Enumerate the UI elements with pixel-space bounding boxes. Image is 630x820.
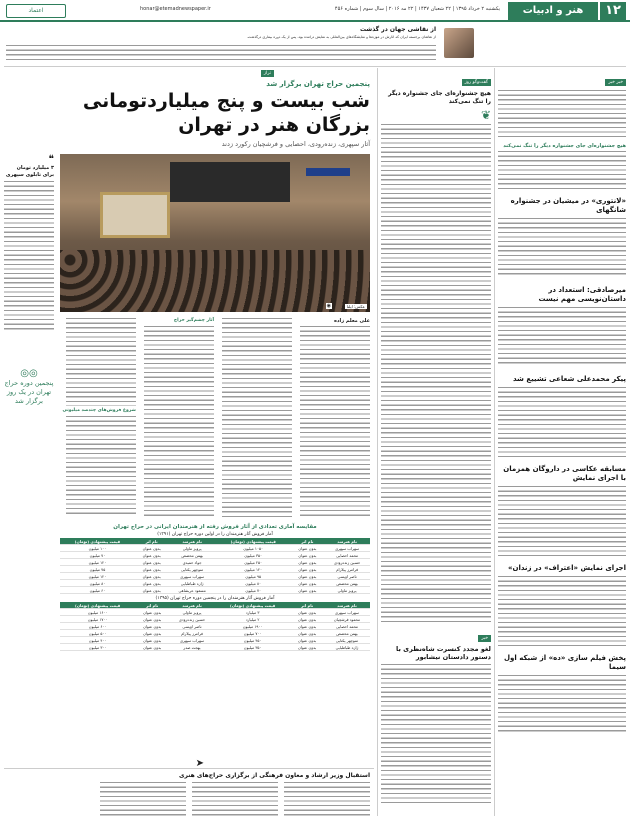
- table-row: [60, 580, 370, 587]
- table-cell: بدون عنوان: [291, 573, 325, 580]
- right-teaser-lines: [498, 151, 626, 191]
- table-cell: بدون عنوان: [135, 609, 169, 616]
- table-cell: ۴۵۰ میلیون: [215, 637, 290, 644]
- table-cell: ۲ میلیارد: [215, 616, 290, 623]
- interview-title: هیچ جشنواره‌ای جای جشنواره دیگر را تنگ نمی‌کند: [388, 90, 491, 105]
- th-artist: نام هنرمند: [169, 602, 215, 609]
- th-price: قیمت پیشنهادی (تومان): [216, 538, 291, 545]
- table-cell: ۱۹۰۰ میلیون: [215, 623, 290, 630]
- table-cell: ۱۲۰ میلیون: [216, 566, 291, 573]
- table-cell: بدون عنوان: [135, 573, 169, 580]
- main-kicker: تراز: [261, 70, 274, 77]
- table-row: [60, 623, 370, 630]
- auction-photo: [60, 154, 370, 312]
- table-cell: بدون عنوان: [291, 552, 325, 559]
- table-cell: ۶۰۰ میلیون: [60, 623, 135, 630]
- table-cell: بدون عنوان: [290, 644, 324, 651]
- main-subtitle: پنجمین حراج تهران برگزار شد: [266, 80, 370, 88]
- pull-quote-block: [4, 368, 54, 498]
- table-cell: بدون عنوان: [135, 616, 169, 623]
- table-cell: محمود فرشچیان: [324, 616, 370, 623]
- table-cell: ۳ میلیارد: [215, 609, 290, 616]
- top-note: [6, 26, 436, 64]
- table-cell: سهراب سپهری: [324, 609, 370, 616]
- bottom-title: استقبال وزیر ارشاد و معاون فرهنگی از برگزاری حراج‌های هنری: [178, 772, 370, 779]
- right-body-5: [498, 576, 626, 646]
- table-cell: بدون عنوان: [135, 580, 169, 587]
- table-cell: ۷۰۰ میلیون: [215, 630, 290, 637]
- camera-icon: ◉: [326, 303, 331, 309]
- interview-body: [381, 124, 491, 624]
- stats-table-block: [60, 524, 370, 651]
- right-body-6: [498, 675, 626, 735]
- right-head-4: مسابقه عکاسی در داروگان همزمان با اجرای نمایش: [503, 465, 626, 482]
- table-cell: ۷۰ میلیون: [216, 587, 291, 594]
- table-cell: مسعود عربشاهی: [168, 587, 215, 594]
- email-link[interactable]: honar@etemadnewspaper.ir: [140, 6, 211, 12]
- top-note-title: از نقاشی جهان در گذشت: [359, 26, 436, 33]
- th-work: نام اثر: [135, 602, 169, 609]
- table-cell: بدون عنوان: [291, 566, 325, 573]
- th-work: نام اثر: [291, 538, 325, 545]
- th-price: قیمت پیشنهادی (تومان): [215, 602, 290, 609]
- news-title: لغو مجدد کنسرت شاه‌نظری با دستور دادستان نیشابور: [396, 645, 491, 661]
- table-cell: پرویز تناولی: [324, 587, 370, 594]
- news-body: [381, 664, 491, 804]
- main-body-col-4b: [66, 416, 136, 516]
- table-cell: ۹۵ میلیون: [216, 573, 291, 580]
- table-cell: بدون عنوان: [290, 616, 324, 623]
- right-head-5: اجرای نمایش «اعتراف» در زندان»: [507, 564, 626, 572]
- table-cell: بدون عنوان: [135, 644, 169, 651]
- table-2016: [60, 602, 370, 651]
- right-head-2: میرصادقی: استعداد در داستان‌نویسی مهم نیست: [538, 286, 626, 303]
- table-cell: جواد حمیدی: [168, 559, 215, 566]
- table-cell: ۸۰ میلیون: [60, 580, 135, 587]
- th-artist: نام هنرمند: [324, 538, 370, 545]
- table-row: [60, 566, 370, 573]
- table-row: [60, 630, 370, 637]
- table1-caption: آمار فروش آثار هنرمندان را در اولین دوره حراج تهران (۱۳۹۱): [157, 532, 273, 537]
- main-story: [4, 68, 374, 816]
- th-work: نام اثر: [290, 602, 324, 609]
- table-cell: منوچهر یکتایی: [324, 637, 370, 644]
- table-cell: ۶۰ میلیون: [60, 587, 135, 594]
- pull-quote: پنجمین دوره حراج تهران در یک روز برگزار شد: [4, 379, 54, 405]
- table-row: [60, 587, 370, 594]
- table-cell: ناصر اویسی: [169, 623, 215, 630]
- main-sidebar: [4, 154, 54, 364]
- page-header: [0, 0, 630, 22]
- th-artist: نام هنرمند: [168, 538, 215, 545]
- table-cell: بدون عنوان: [135, 566, 169, 573]
- table-cell: ۵۰۰ میلیون: [60, 630, 135, 637]
- top-note-body: از نقاشان برجسته ایران که آثارش در موزه‌ها و نمایشگاه‌های بین‌المللی به نمایش درآمده بود، پس از یک دوره بیماری درگذشت.: [246, 35, 436, 39]
- bottom-arrow-icon: ➤: [195, 758, 204, 769]
- right-body-4: [498, 486, 626, 556]
- table2-caption: آمار فروش آثار هنرمندان را در پنجمین دوره حراج تهران (۱۳۹۵): [155, 596, 275, 601]
- table-cell: بدون عنوان: [291, 587, 325, 594]
- photo-credit: عکس: ایلنا: [346, 304, 365, 309]
- main-title-line-1: شب بیست و پنج میلیاردتومانی: [82, 90, 370, 112]
- table-cell: بدون عنوان: [290, 623, 324, 630]
- photo-framed-artwork: [100, 192, 170, 238]
- interview-column: [381, 68, 491, 816]
- table-cell: بدون عنوان: [135, 552, 169, 559]
- table-cell: ژازه طباطبایی: [324, 644, 370, 651]
- th-work: نام اثر: [135, 538, 169, 545]
- sub-b: شروع فروش‌های چندصد میلیونی: [62, 408, 136, 413]
- table-cell: بدون عنوان: [135, 623, 169, 630]
- table-cell: ۱۶۰۰ میلیون: [60, 609, 135, 616]
- table-cell: ۱۰۰ میلیون: [60, 545, 135, 552]
- table-cell: بدون عنوان: [290, 637, 324, 644]
- table-cell: سهراب سپهری: [169, 637, 215, 644]
- quote-icon: ❝: [48, 154, 54, 165]
- table-cell: بدون عنوان: [135, 559, 169, 566]
- table-cell: بدون عنوان: [290, 609, 324, 616]
- table-cell: ۳۰۰ میلیون: [60, 644, 135, 651]
- table-cell: فرامرز پیلارام: [169, 630, 215, 637]
- right-kicker: خبر خبر: [605, 79, 626, 86]
- table-cell: ۱۲۰ میلیون: [60, 573, 135, 580]
- right-column: [498, 68, 626, 816]
- table-cell: ۲۵۰ میلیون: [216, 559, 291, 566]
- pull-quote-icon: ◎◎: [20, 368, 38, 379]
- table-cell: ۱۲۰ میلیون: [60, 559, 135, 566]
- table-cell: بهجت صدر: [169, 644, 215, 651]
- top-divider: [4, 66, 626, 67]
- table-cell: ۳۵۰ میلیون: [215, 644, 290, 651]
- bottom-body-3: [100, 782, 186, 816]
- table-cell: حسین زنده‌رودی: [324, 559, 370, 566]
- sidebar-lines: [4, 181, 54, 331]
- table-2012: [60, 538, 370, 594]
- table-row: [60, 609, 370, 616]
- news-kicker: خبر: [478, 635, 491, 642]
- table-cell: پرویز تناولی: [168, 545, 215, 552]
- table-row: [60, 552, 370, 559]
- section-title: هنر و ادبیات: [508, 2, 598, 20]
- table-cell: بدون عنوان: [291, 580, 325, 587]
- table-cell: محمد احصایی: [324, 623, 370, 630]
- table-cell: بدون عنوان: [290, 630, 324, 637]
- right-head-6: پخش فیلم سازی «ده» از شبکه اول سیما: [503, 654, 626, 671]
- table-row: [60, 637, 370, 644]
- table-cell: بدون عنوان: [135, 545, 169, 552]
- th-artist: نام هنرمند: [324, 602, 370, 609]
- table-row: [60, 545, 370, 552]
- table-cell: ۳۵۰ میلیون: [216, 552, 291, 559]
- right-body-1: [498, 218, 626, 278]
- right-head-1: «لانتوری» در میشیان در جشنواره شانگهای: [510, 197, 626, 214]
- right-body-3: [498, 387, 626, 457]
- bottom-body-1: [284, 782, 370, 816]
- table-cell: بهمن محصص: [168, 552, 215, 559]
- bottom-divider: [4, 768, 374, 769]
- table-cell: ۴۰۰ میلیون: [60, 637, 135, 644]
- main-deck: آثار سپهری، زنده‌رودی، احصایی و فرشچیان رکورد زدند: [221, 140, 370, 148]
- table-cell: ۱۰۵۰ میلیون: [216, 545, 291, 552]
- date-line: یکشنبه ۲ خرداد ۱۳۹۵ | ۲۲ شعبان ۱۴۳۷ | ۲۲ مه ۲۰۱۶ | سال سوم | شماره ۴۵۶: [334, 6, 500, 12]
- interview-kicker: گفت‌وگو روز: [462, 79, 491, 86]
- table-heading: مقایسه آماری تعدادی از آثار فروش رفته از هنرمندان ایرانی در حراج تهران: [113, 524, 317, 530]
- table-cell: سهراب سپهری: [324, 545, 370, 552]
- table-cell: بهمن محصص: [324, 630, 370, 637]
- table-cell: ۷۰ میلیون: [60, 552, 135, 559]
- main-body-col-3: [144, 326, 214, 516]
- table-cell: ۸۰ میلیون: [216, 580, 291, 587]
- top-note-text-lines: [6, 45, 436, 63]
- table-cell: فرامرز پیلارام: [324, 566, 370, 573]
- photo-banner: [170, 162, 290, 202]
- main-title-line-2: بزرگان هنر در تهران: [178, 114, 370, 136]
- table-row: [60, 644, 370, 651]
- table-cell: پرویز تناولی: [169, 609, 215, 616]
- table-cell: بدون عنوان: [135, 587, 169, 594]
- page-number: ۱۲: [600, 2, 626, 20]
- sidebar-title: ۳ میلیارد تومان برای تابلوی سپهری: [5, 165, 54, 178]
- table-cell: بدون عنوان: [291, 545, 325, 552]
- right-divider: [494, 68, 495, 816]
- main-body-col-1: [300, 326, 370, 516]
- table-cell: ۱۷۰۰ میلیون: [60, 616, 135, 623]
- photo-crowd: [60, 250, 370, 312]
- table-cell: منوچهر یکتایی: [168, 566, 215, 573]
- table-cell: سهراب سپهری: [168, 573, 215, 580]
- table-cell: ناصر اویسی: [324, 573, 370, 580]
- table-cell: بهمن محصص: [324, 580, 370, 587]
- newspaper-logo: اعتماد: [6, 4, 66, 18]
- byline: علی معلم زاده: [334, 318, 370, 324]
- table-cell: حسین زنده‌رودی: [169, 616, 215, 623]
- right-brief-lines: [498, 90, 626, 140]
- table-cell: بدون عنوان: [135, 637, 169, 644]
- table-row: [60, 573, 370, 580]
- right-head-3: پیکر محمدعلی شعاعی تشییع شد: [513, 375, 626, 383]
- table-cell: ۷۵ میلیون: [60, 566, 135, 573]
- right-teaser: هیچ جشنواره‌ای جای جشنواره دیگر را تنگ نمی‌کند: [503, 143, 626, 149]
- table-cell: بدون عنوان: [291, 559, 325, 566]
- main-body-col-2: [222, 318, 292, 518]
- main-body-col-4: [66, 318, 136, 406]
- th-price: قیمت پیشنهادی (تومان): [60, 538, 135, 545]
- right-body-2: [498, 307, 626, 367]
- table-row: [60, 559, 370, 566]
- bottom-body-2: [192, 782, 278, 816]
- table-cell: ژازه طباطبایی: [168, 580, 215, 587]
- interview-divider: [377, 68, 378, 816]
- table-cell: محمد احصایی: [324, 552, 370, 559]
- table-cell: بدون عنوان: [135, 630, 169, 637]
- table-row: [60, 616, 370, 623]
- sub-a: آثار چشم‌گیر حراج: [173, 318, 214, 323]
- photo-brand-sign: [306, 168, 350, 176]
- th-price: قیمت پیشنهادی (تومان): [60, 602, 135, 609]
- top-note-portrait: [444, 28, 474, 58]
- leaf-icon: ❦: [480, 108, 491, 122]
